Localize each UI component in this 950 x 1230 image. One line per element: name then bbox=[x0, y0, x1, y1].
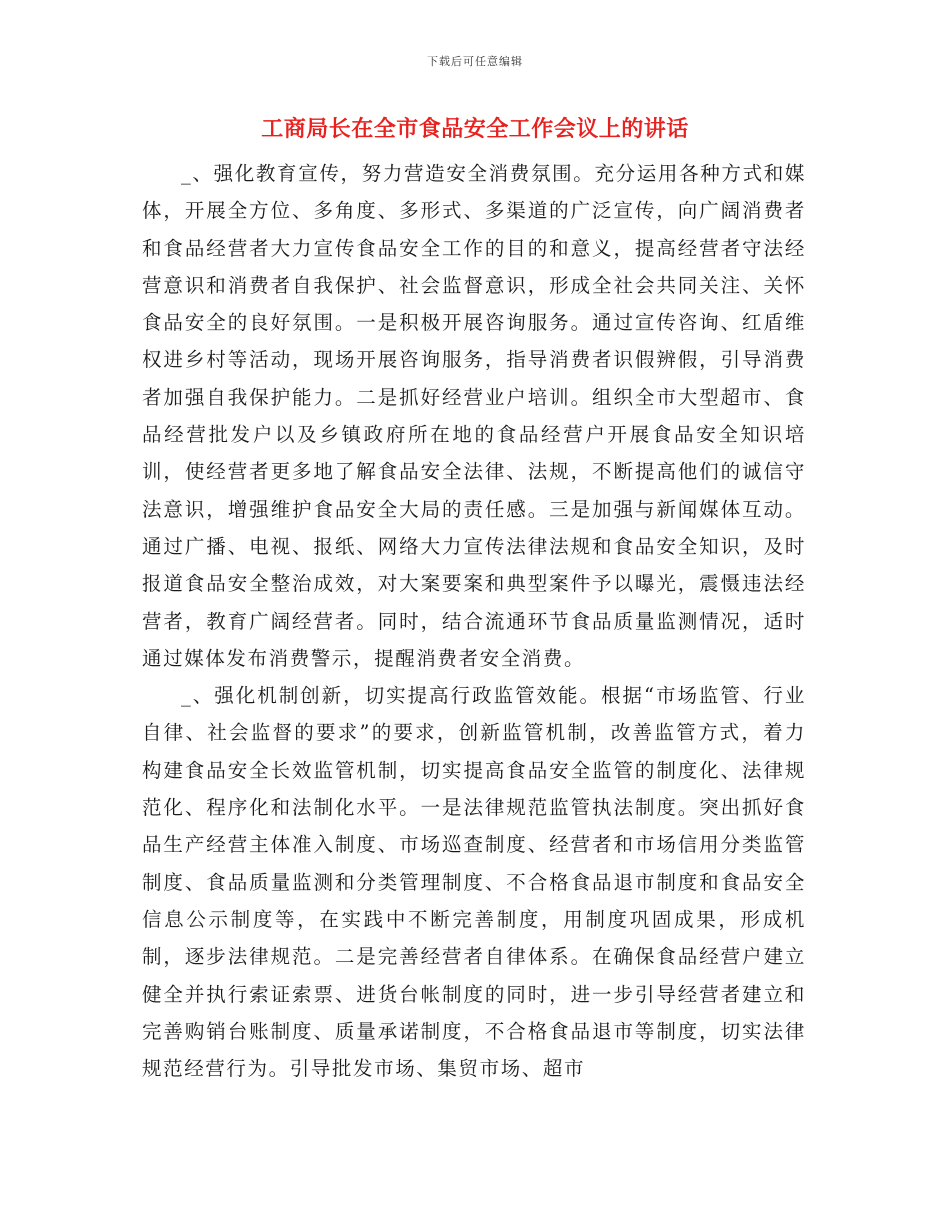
document-title: 工商局长在全市食品安全工作会议上的讲话 bbox=[261, 117, 689, 142]
paragraph-1: _、强化教育宣传，努力营造安全消费氛围。充分运用各种方式和媒体，开展全方位、多角度、多形式、多渠道的广泛宣传，向广阔消费者和食品经营者大力宣传食品安全工作的目的和意义，提高经营者守法经营意识和消费者自我保护、社会监督意识，形成全社会共同关注、关怀食品安全的良好氛围。一是积极开展咨询服务。通过宣传咨询、红盾维权进乡村等活动，现场开展咨询服务，指导消费者识假辨假，引导消费者加强自我保护能力。二是抓好经营业户培训。组织全市大型超市、食品经营批发户以及乡镇政府所在地的食品经营户开展食品安全知识培训，使经营者更多地了解食品安全法律、法规，不断提高他们的诚信守法意识，增强维护食品安全大局的责任感。三是加强与新闻媒体互动。通过广播、电视、报纸、网络大力宣传法律法规和食品安全知识，及时报道食品安全整治成效，对大案要案和典型案件予以曝光，震慑违法经营者，教育广阔经营者。同时，结合流通环节食品质量监测情况，适时通过媒体发布消费警示，提醒消费者安全消费。 bbox=[142, 162, 806, 670]
document-body bbox=[142, 155, 806, 1087]
paragraph-2: _、强化机制创新，切实提高行政监管效能。根据“市场监管、行业自律、社会监督的要求”的要求，创新监管机制，改善监管方式，着力构建食品安全长效监管机制，切实提高食品安全监管的制度化、法律规范化、程序化和法制化水平。一是法律规范监管执法制度。突出抓好食品生产经营主体准入制度、市场巡查制度、经营者和市场信用分类监管制度、食品质量监测和分类管理制度、不合格食品退市制度和食品安全信息公示制度等，在实践中不断完善制度，用制度巩固成果，形成机制，逐步法律规范。二是完善经营者自律体系。在确保食品经营户建立健全并执行索证索票、进货台帐制度的同时，进一步引导经营者建立和完善购销台账制度、质量承诺制度，不合格食品退市等制度，切实法律规范经营行为。引导批发市场、集贸市场、超市 bbox=[142, 684, 806, 1081]
header-note: 下载后可任意编辑 bbox=[427, 55, 523, 68]
